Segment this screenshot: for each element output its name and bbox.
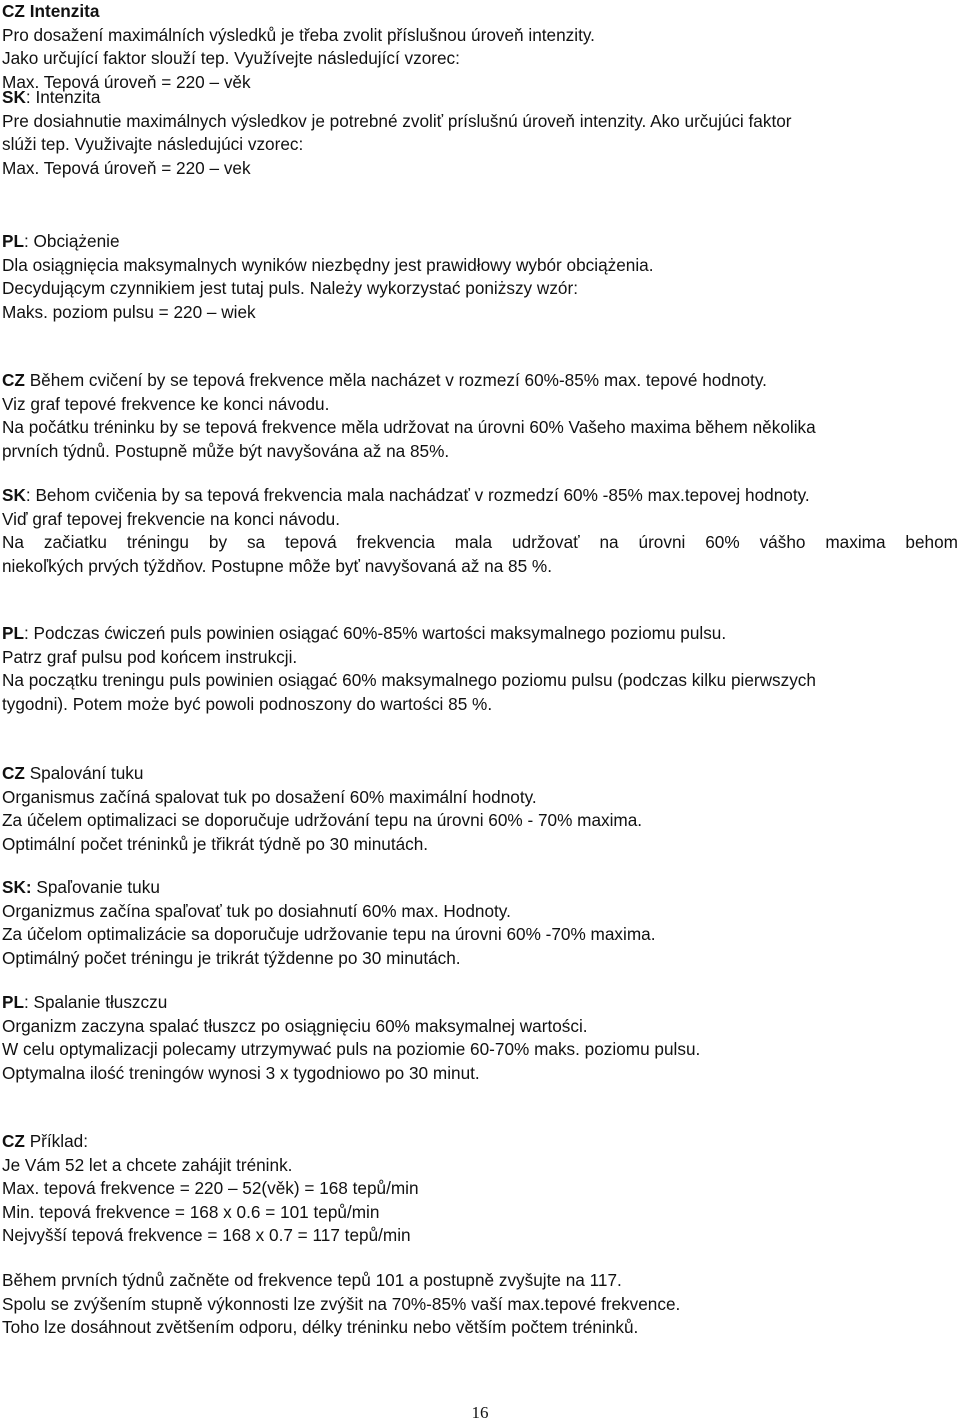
- formula-line: Maks. poziom pulsu = 220 – wiek: [2, 301, 256, 322]
- intensity-cz-section: [2, 0, 958, 94]
- paragraph-line: Viď graf tepovej frekvencie na konci návodu.: [2, 508, 340, 529]
- paragraph-line: niekoľkých prvých týždňov. Postupne môže byť navyšovaná až na 85 %.: [2, 555, 552, 576]
- section-heading: [2, 1130, 958, 1154]
- heading-text: Příklad:: [24, 1131, 88, 1151]
- section-heading: [2, 484, 958, 508]
- paragraph-line: Na počátku tréninku by se tepová frekvence měla udržovat na úrovni 60% Vašeho maxima během několika: [2, 417, 816, 437]
- formula-line: Max. Tepová úroveň = 220 – věk: [2, 71, 251, 92]
- paragraph-line: slúži tep. Využivajte následujúci vzorec:: [2, 134, 304, 154]
- formula-line: Min. tepová frekvence = 168 x 0.6 = 101 tepů/min: [2, 1201, 380, 1222]
- language-code: PL: [2, 992, 24, 1012]
- heading-text: : Podczas ćwiczeń puls powinien osiągać 60%-85% wartości maksymalnego poziomu pulsu.: [23, 623, 727, 643]
- paragraph-line: Toho lze dosáhnout zvětšením odporu, délky tréninku nebo větším počtem tréninků.: [2, 1317, 639, 1337]
- section-heading: [2, 622, 958, 646]
- language-code: CZ: [2, 1131, 25, 1151]
- paragraph-line: Za účelem optimalizaci se doporučuje udržování tepu na úrovni 60% - 70% maxima.: [2, 810, 643, 830]
- section-heading: [2, 762, 958, 786]
- example-line: Je Vám 52 let a chcete zahájit trénink.: [2, 1154, 293, 1175]
- language-code: CZ: [2, 370, 25, 390]
- fat-burning-cz-section: [2, 762, 958, 856]
- paragraph-line: W celu optymalizacji polecamy utrzymywać puls na poziomie 60-70% maks. poziomu pulsu.: [2, 1039, 701, 1059]
- paragraph-line: Patrz graf pulsu pod końcem instrukcji.: [2, 646, 298, 667]
- intensity-pl-section: [2, 230, 958, 324]
- paragraph-line: Viz graf tepové frekvence ke konci návodu.: [2, 393, 330, 414]
- paragraph-line: Optimální počet tréninků je třikrát týdně po 30 minutách.: [2, 833, 429, 854]
- paragraph-line: tygodni). Potem może być powoli podnoszony do wartości 85 %.: [2, 693, 493, 714]
- language-code: PL: [2, 623, 24, 643]
- section-heading: [2, 876, 958, 900]
- paragraph-line: prvních týdnů. Postupně může být navyšována až na 85%.: [2, 440, 450, 461]
- heading-text: : Behom cvičenia by sa tepová frekvencia mala nachádzať v rozmedzí 60% -85% max.tepovej hodnoty.: [25, 485, 810, 505]
- paragraph-line: Optimálný počet tréningu je trikrát týždenne po 30 minutách.: [2, 947, 461, 968]
- section-heading: [2, 0, 958, 24]
- paragraph-line: Dla osiągnięcia maksymalnych wyników niezbędny jest prawidłowy wybór obciążenia.: [2, 254, 654, 275]
- heading-text: : Spalanie tłuszczu: [23, 992, 168, 1012]
- language-code: CZ: [2, 763, 25, 783]
- formula-line: Max. tepová frekvence = 220 – 52(věk) = 168 tepů/min: [2, 1178, 419, 1198]
- fat-burning-sk-section: [2, 876, 958, 970]
- paragraph-line: Za účelom optimalizácie sa doporučuje udržovanie tepu na úrovni 60% -70% maxima.: [2, 924, 656, 944]
- paragraph-line: Optymalna ilość treningów wynosi 3 x tygodniowo po 30 minut.: [2, 1062, 480, 1083]
- heading-text: Během cvičení by se tepová frekvence měla nacházet v rozmezí 60%-85% max. tepové hodnoty.: [24, 370, 767, 390]
- intensity-sk-section: [2, 86, 958, 180]
- section-heading: [2, 230, 958, 254]
- paragraph-line: Na początku treningu puls powinien osiągać 60% maksymalnego poziomu pulsu (podczas kilku pierwszych: [2, 670, 816, 690]
- language-code: SK: [2, 87, 26, 107]
- language-code: SK:: [2, 877, 32, 897]
- paragraph-line: Spolu se zvýšením stupně výkonnosti lze zvýšit na 70%-85% vaší max.tepové frekvence.: [2, 1293, 681, 1314]
- paragraph-line: Organizmus začína spaľovať tuk po dosiahnutí 60% max. Hodnoty.: [2, 900, 511, 921]
- paragraph-line: Jako určující faktor slouží tep. Využívejte následující vzorec:: [2, 48, 460, 68]
- paragraph-line: Organismus začíná spalovat tuk po dosažení 60% maximální hodnoty.: [2, 786, 537, 807]
- heart-rate-cz-section: [2, 369, 958, 463]
- paragraph-line: Pro dosažení maximálních výsledků je třeba zvolit příslušnou úroveň intenzity.: [2, 24, 595, 45]
- paragraph-line: Decydującym czynnikiem jest tutaj puls. Należy wykorzystać poniższy wzór:: [2, 278, 578, 298]
- formula-line: Max. Tepová úroveň = 220 – vek: [2, 157, 251, 178]
- formula-line: Nejvyšší tepová frekvence = 168 x 0.7 = 117 tepů/min: [2, 1225, 411, 1245]
- paragraph-line: Organizm zaczyna spalać tłuszcz po osiągnięciu 60% maksymalnej wartości.: [2, 1015, 588, 1036]
- language-code: SK: [2, 485, 26, 505]
- heading-text: Spalování tuku: [24, 763, 144, 783]
- example-section: [2, 1130, 958, 1248]
- paragraph-line: Pre dosiahnutie maximálnych výsledkov je potrebné zvoliť príslušnú úroveň intenzity. Ako určujúci faktor: [2, 110, 792, 131]
- example-closing-paragraph: [2, 1269, 958, 1340]
- paragraph-line: Na začiatku tréningu by sa tepová frekvencia mala udržovať na úrovni 60% vášho maxima behom: [2, 532, 958, 552]
- section-heading: [2, 86, 958, 110]
- heart-rate-pl-section: [2, 622, 958, 716]
- section-heading: [2, 991, 958, 1015]
- heading-text: : Intenzita: [25, 87, 101, 107]
- heading-text: : Obciążenie: [23, 231, 120, 251]
- fat-burning-pl-section: [2, 991, 958, 1085]
- language-code: CZ: [2, 1, 25, 21]
- heading-text: Spaľovanie tuku: [31, 877, 160, 897]
- language-code: PL: [2, 231, 24, 251]
- page-number: 16: [471, 1403, 489, 1422]
- paragraph-line: Během prvních týdnů začněte od frekvence tepů 101 a postupně zvyšujte na 117.: [2, 1270, 622, 1290]
- section-heading: [2, 369, 958, 393]
- heart-rate-sk-section: [2, 484, 958, 578]
- heading-text: Intenzita: [24, 1, 100, 21]
